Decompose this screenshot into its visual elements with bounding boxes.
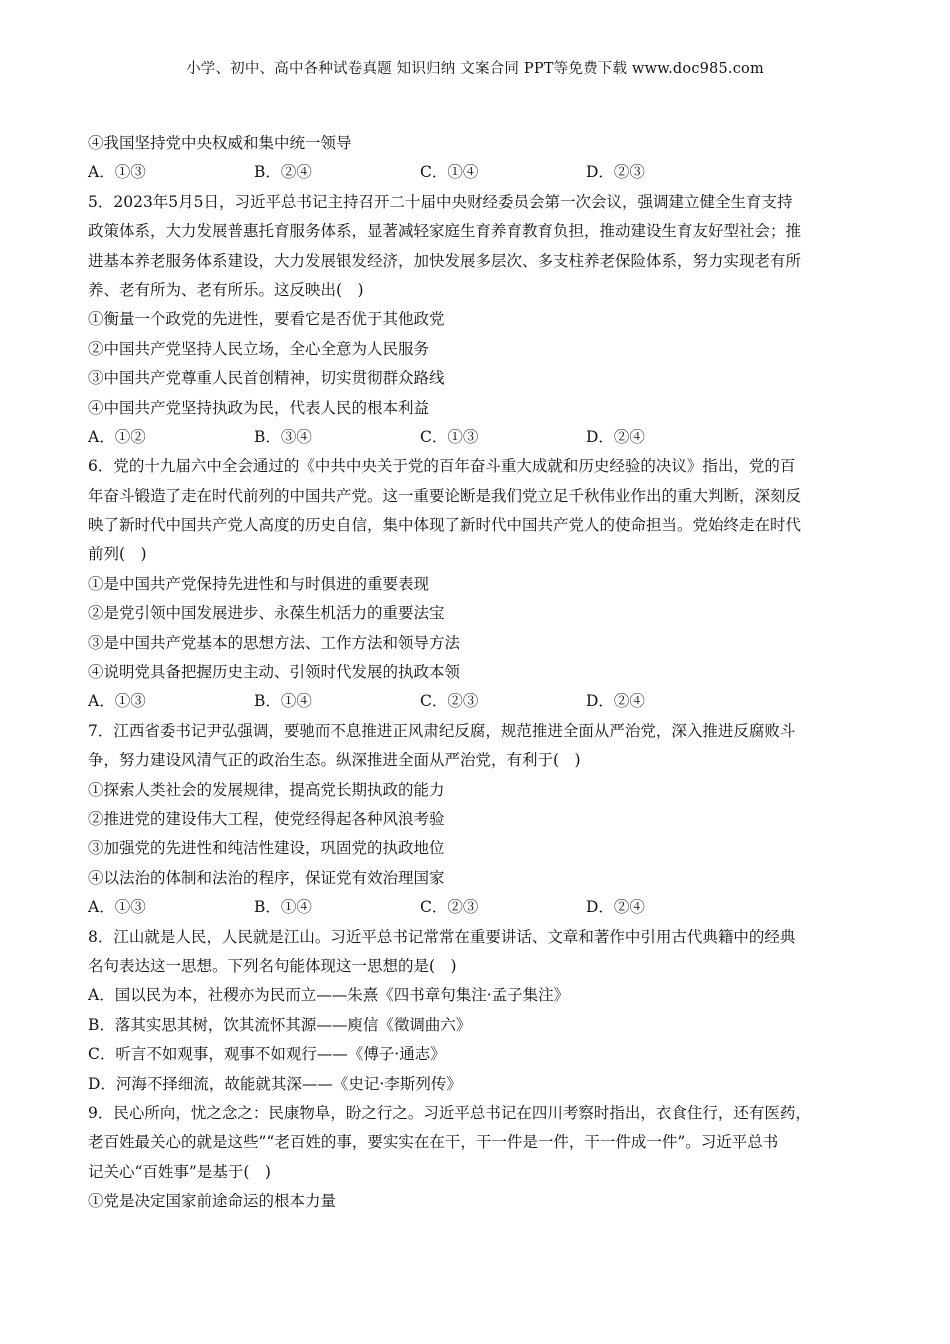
text-line: 前列( ) [88,545,147,564]
text-line: B．落其实思其树，饮其流怀其源——庾信《徵调曲六》 [88,1015,472,1034]
text-line: ②中国共产党坚持人民立场，全心全意为人民服务 [88,339,430,358]
text-line: ③是中国共产党基本的思想方法、工作方法和领导方法 [88,633,461,652]
answer-option: A．①② [88,427,146,446]
answer-option: B．②④ [254,163,312,182]
text-line: ①衡量一个政党的先进性，要看它是否优于其他政党 [88,310,445,329]
text-line: 争，努力建设风清气正的政治生态。纵深推进全面从严治党，有利于( ) [88,751,581,770]
text-line: ④以法治的体制和法治的程序，保证党有效治理国家 [88,868,445,887]
text-line: ④我国坚持党中央权威和集中统一领导 [88,134,352,152]
text-line: 年奋斗锻造了走在时代前列的中国共产党。这一重要论断是我们党立足千秋伟业作出的重大判断，深刻反 [88,486,802,505]
text-line: C．听言不如观事，观事不如观行——《傅子·通志》 [88,1045,446,1064]
text-line: ③中国共产党尊重人民首创精神，切实贯彻群众路线 [88,369,445,388]
answer-option: D．②④ [586,427,645,446]
text-line: ①党是决定国家前途命运的根本力量 [88,1192,337,1211]
answer-option: C．②③ [420,898,479,917]
text-line: 5．2023年5月5日，习近平总书记主持召开二十届中央财经委员会第一次会议，强调建立健全生育支持 [88,192,793,211]
text-line: 映了新时代中国共产党人高度的历史自信，集中体现了新时代中国共产党人的使命担当。党始终走在时代 [88,516,802,535]
answer-option: B．①④ [254,898,312,917]
answer-option: B．③④ [254,427,312,446]
text-line: ④中国共产党坚持执政为民，代表人民的根本利益 [88,398,430,417]
answer-option: C．①④ [420,163,479,182]
answer-options [88,423,868,452]
text-line: 6．党的十九届六中全会通过的《中共中央关于党的百年奋斗重大成就和历史经验的决议》指出，党的百 [88,457,796,476]
text-line: ④说明党具备把握历史主动、引领时代发展的执政本领 [88,663,461,682]
text-line: 老百姓最关心的就是这些”“老百姓的事，要实实在在干，干一件是一件，干一件成一件”。习近平总书 [88,1133,779,1152]
text-line: ①是中国共产党保持先进性和与时俱进的重要表现 [88,574,430,593]
answer-options [88,158,868,187]
text-line: ③加强党的先进性和纯洁性建设，巩固党的执政地位 [88,839,445,858]
answer-option: D．②④ [586,692,645,711]
answer-option: D．②④ [586,898,645,917]
text-line: 8．江山就是人民，人民就是江山。习近平总书记常常在重要讲话、文章和著作中引用古代典籍中的经典 [88,927,796,946]
answer-option: B．①④ [254,692,312,711]
answer-option: A．①③ [88,692,146,711]
text-line: A．国以民为本，社稷亦为民而立——朱熹《四书章句集注·孟子集注》 [88,986,570,1005]
text-line: 进基本养老服务体系建设，大力发展银发经济，加快发展多层次、多支柱养老保险体系，努力实现老有所 [88,251,802,270]
text-line: 9．民心所向，忧之念之：民康物阜，盼之行之。习近平总书记在四川考察时指出，衣食住行，还有医药， [88,1103,811,1122]
text-line: ①探索人类社会的发展规律，提高党长期执政的能力 [88,780,445,799]
text-line: 记关心“百姓事”是基于( ) [88,1162,271,1181]
answer-option: D．②③ [586,163,645,182]
text-line: 名句表达这一思想。下列名句能体现这一思想的是( ) [88,956,457,975]
answer-option: C．①③ [420,427,479,446]
text-line: 养、老有所为、老有所乐。这反映出( ) [88,280,364,299]
text-line: ②是党引领中国发展进步、永葆生机活力的重要法宝 [88,604,445,623]
exam-content [88,129,868,1216]
text-line: 政策体系，大力发展普惠托育服务体系，显著减轻家庭生育养育教育负担，推动建设生育友好型社会；推 [88,222,802,241]
answer-options [88,893,868,922]
answer-option: A．①③ [88,163,146,182]
text-line: D．河海不择细流，故能就其深——《史记·李斯列传》 [88,1074,462,1093]
text-line: 7．江西省委书记尹弘强调，要驰而不息推进正风肃纪反腐，规范推进全面从严治党，深入推进反腐败斗 [88,721,796,740]
page-header: 小学、初中、高中各种试卷真题 知识归纳 文案合同 PPT等免费下载 www.doc985.com [186,61,764,77]
answer-options [88,687,868,716]
answer-option: A．①③ [88,898,146,917]
text-line: ②推进党的建设伟大工程，使党经得起各种风浪考验 [88,809,445,828]
answer-option: C．②③ [420,692,479,711]
